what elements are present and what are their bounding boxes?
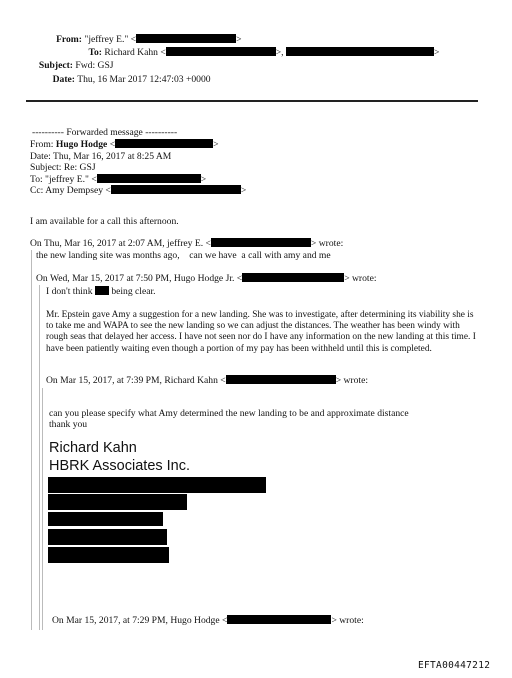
forwarded-to-line: [30, 174, 206, 185]
forwarded-title: ---------- Forwarded message ----------: [32, 127, 178, 138]
header-subject-value: Fwd: GSJ: [75, 60, 114, 71]
quote-header-2: [36, 273, 377, 284]
forwarded-subject: Subject: Re: GSJ: [30, 162, 96, 173]
forwarded-date: Date: Thu, Mar 16, 2017 at 8:25 AM: [30, 151, 172, 162]
redaction-box: [227, 615, 331, 624]
redaction-box: [48, 547, 169, 563]
header-from-value: "jeffrey E." <: [84, 34, 137, 45]
quote-text-2-pre: I don't think: [46, 286, 93, 297]
header-date-line: [30, 74, 211, 85]
forwarded-from-close: >: [213, 139, 219, 150]
header-to-mid: >,: [275, 47, 284, 58]
quote-header-3-pre: On Mar 15, 2017, at 7:39 PM, Richard Kahn <: [46, 375, 226, 386]
redaction-box: [115, 139, 213, 148]
body-paragraph: Mr. Epstein gave Amy a suggestion for a new landing. She was to investigate, after determining its viability she is to take me and WAPA to see the new landing so we can adjust the distances. The weather has been windy with rough seas that delayed her access. I have not seen nor do I have any information on the new landing at this time. I have been patiently waiting even though a portion of my pay has been withheld until this is completed.: [46, 310, 476, 354]
redaction-box: [286, 47, 434, 56]
quote-text-1: the new landing site was months ago, can we have a call with amy and me: [36, 250, 331, 261]
header-date-value: Thu, 16 Mar 2017 12:47:03 +0000: [77, 74, 211, 85]
header-to-close: >: [433, 47, 440, 58]
redaction-box: [166, 47, 276, 56]
redaction-box: [242, 273, 344, 282]
forwarded-cc-prefix: Cc: Amy Dempsey <: [30, 185, 111, 196]
forwarded-cc-close: >: [240, 185, 247, 196]
redaction-box: [111, 185, 241, 194]
quote-header-3-post: > wrote:: [335, 375, 369, 386]
forwarded-from-open: <: [107, 139, 116, 150]
header-divider: [26, 100, 478, 102]
header-subject-label: Subject:: [38, 60, 73, 71]
redaction-box: [97, 174, 201, 183]
header-subject-line: [30, 60, 114, 71]
quote-bar-2: [39, 285, 40, 630]
header-to-value: Richard Kahn <: [104, 47, 166, 58]
quote-header-4: [52, 615, 364, 626]
bates-number: EFTA00447212: [418, 660, 491, 671]
header-from-line: [30, 34, 242, 45]
forwarded-to-close: >: [200, 174, 207, 185]
signature-name: Richard Kahn: [49, 440, 137, 456]
forwarded-cc-line: [30, 185, 246, 196]
quote-text-3b: thank you: [49, 419, 88, 430]
quote-text-2-post: being clear.: [111, 286, 156, 297]
header-to-label: To:: [88, 47, 102, 58]
quote-header-2-pre: On Wed, Mar 15, 2017 at 7:50 PM, Hugo Hodge Jr. <: [36, 273, 243, 284]
forwarded-from-name: Hugo Hodge: [55, 139, 108, 150]
redaction-box: [48, 512, 163, 526]
redaction-box: [211, 238, 311, 247]
quote-bar-1: [31, 250, 32, 630]
quote-header-3: [46, 375, 368, 386]
header-from-label: From:: [56, 34, 82, 45]
header-date-label: Date:: [52, 74, 75, 85]
available-line: I am available for a call this afternoon.: [30, 216, 179, 227]
quote-text-2: [46, 286, 156, 297]
redaction-box: [48, 529, 167, 545]
header-to-line: [30, 47, 439, 58]
quote-header-1-pre: On Thu, Mar 16, 2017 at 2:07 AM, jeffrey E. <: [30, 238, 211, 249]
header-from-close: >: [236, 34, 242, 45]
quote-header-1: [30, 238, 343, 249]
redaction-box: [136, 34, 236, 43]
quote-header-4-post: > wrote:: [331, 615, 364, 626]
redaction-box: [226, 375, 336, 384]
redaction-box: [95, 286, 109, 295]
quote-header-4-pre: On Mar 15, 2017, at 7:29 PM, Hugo Hodge <: [52, 615, 228, 626]
forwarded-from-prefix: From:: [30, 139, 56, 150]
quote-header-1-post: > wrote:: [310, 238, 344, 249]
signature-company: HBRK Associates Inc.: [49, 458, 191, 474]
forwarded-to-prefix: To: "jeffrey E." <: [30, 174, 97, 185]
redaction-box: [48, 494, 187, 510]
quote-header-2-post: > wrote:: [344, 273, 377, 284]
forwarded-from-line: [30, 139, 219, 150]
quote-text-3a: can you please specify what Amy determined the new landing to be and approximate distance: [49, 408, 409, 419]
redaction-box: [48, 477, 266, 493]
quote-bar-3: [42, 388, 43, 630]
